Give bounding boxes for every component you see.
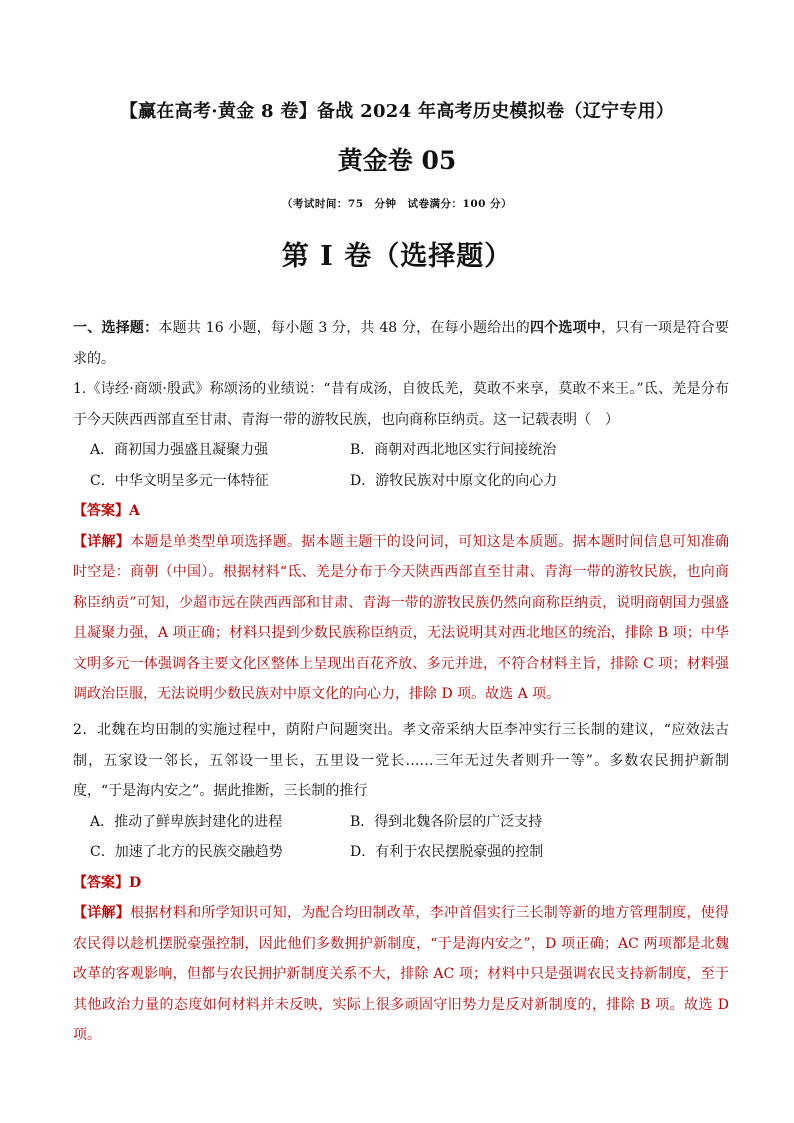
instructions-lead: 一、选择题：: [73, 320, 159, 336]
option-c: C．中华文明呈多元一体特征: [90, 472, 269, 489]
detail-tag: 【详解】: [73, 533, 131, 550]
instructions: [73, 313, 729, 374]
instructions-text-a: 本题共 16 小题，每小题 3 分，共 48 分，在每小题给出的: [158, 320, 530, 336]
exam-info: （考试时间：75 分钟 试卷满分：100 分）: [281, 198, 513, 210]
option-list: [73, 807, 729, 868]
detail-text: 本题是单类型单项选择题。据本题主题干的设问词，可知这是本质题。据本题时间信息可知准确时空是：商朝（中国）。根据材料“氐、羌是分布于今天陕西西部直至甘肃、青海一带的游牧民族，也向商称臣纳贡”可知，少超市远在陕西西部和甘肃、青海一带的游牧民族仍然向商称臣纳贡，说明商朝国力强盛且凝聚力强，A 项正确；材料只提到少数民族称臣纳贡，无法说明其对西北地区的统治，排除 B 项；中华文明多元一体强调各主要文化区整体上呈现出百花齐放、多元并进，不符合材料主旨，排除 C 项；材料强调政治臣服，无法说明少数民族对中原文化的向心力，排除 D 项。故选 A 项。: [73, 533, 730, 702]
option-list: [73, 435, 729, 496]
detail-explanation: [73, 898, 729, 1051]
option-a: A．商初国力强盛且凝聚力强: [90, 442, 269, 458]
question-1: [73, 374, 729, 710]
series-title: 【赢在高考·黄金 8 卷】备战 2024 年高考历史模拟卷（辽宁专用）: [119, 101, 675, 122]
option-d: D．有利于农民摆脱豪强的控制: [350, 844, 544, 860]
option-b: B．商朝对西北地区实行间接统治: [350, 442, 557, 458]
option-d: D．游牧民族对中原文化的向心力: [350, 472, 558, 489]
detail-explanation: [73, 527, 729, 710]
section-title: 第 I 卷（选择题）: [281, 241, 513, 272]
detail-text: 根据材料和所学知识可知，为配合均田制改革，李冲首倡实行三长制等新的地方管理制度，使得农民得以趁机摆脱豪强控制，因此他们多数拥护新制度，“于是海内安之”，D 项正确；AC 两项都是北魏改革的客观影响，但都与农民拥护新制度关系不大，排除 AC 项；材料中只是强调农民支持新制度，至于其他政治力量的态度如何材料并未反映，实际上很多顽固守旧势力是反对新制度的，排除 B 项。故选 D 项。: [73, 905, 730, 1043]
option-a: A．推动了鲜卑族封建化的进程: [90, 813, 283, 830]
answer-line: [73, 496, 729, 527]
paper-title: 黄金卷 05: [337, 146, 457, 175]
option-b: B．得到北魏各阶层的广泛支持: [350, 813, 543, 830]
answer-tag: 【答案】: [73, 874, 129, 891]
question-stem: 2．北魏在均田制的实施过程中，荫附户问题突出。孝文帝采纳大臣李冲实行三长制的建议，“应效法古制，五家设一邻长，五邻设一里长，五里设一党长……三年无过失者则升一等”。多数农民拥护新制度，“于是海内安之”。据此推断，三长制的推行: [73, 722, 729, 799]
answer-value: D: [129, 874, 142, 891]
answer-value: A: [129, 503, 140, 519]
detail-tag: 【详解】: [73, 905, 131, 921]
answer-tag: 【答案】: [73, 503, 129, 519]
instructions-emphasis: 四个选项中: [529, 320, 602, 336]
option-c: C．加速了北方的民族交融趋势: [90, 844, 283, 860]
instructions-text-b: ，只有一项是符合要求的。: [73, 320, 729, 367]
answer-line: [73, 868, 729, 899]
question-2: [73, 715, 729, 1051]
question-stem: 1.《诗经·商颂·殷武》称颂汤的业绩说：“昔有成汤，自彼氐羌，莫敢不来享，莫敢不来王。”氐、羌是分布于今天陕西西部直至甘肃、青海一带的游牧民族，也向商称臣纳贡。这一记载表明（ ）: [73, 381, 729, 428]
